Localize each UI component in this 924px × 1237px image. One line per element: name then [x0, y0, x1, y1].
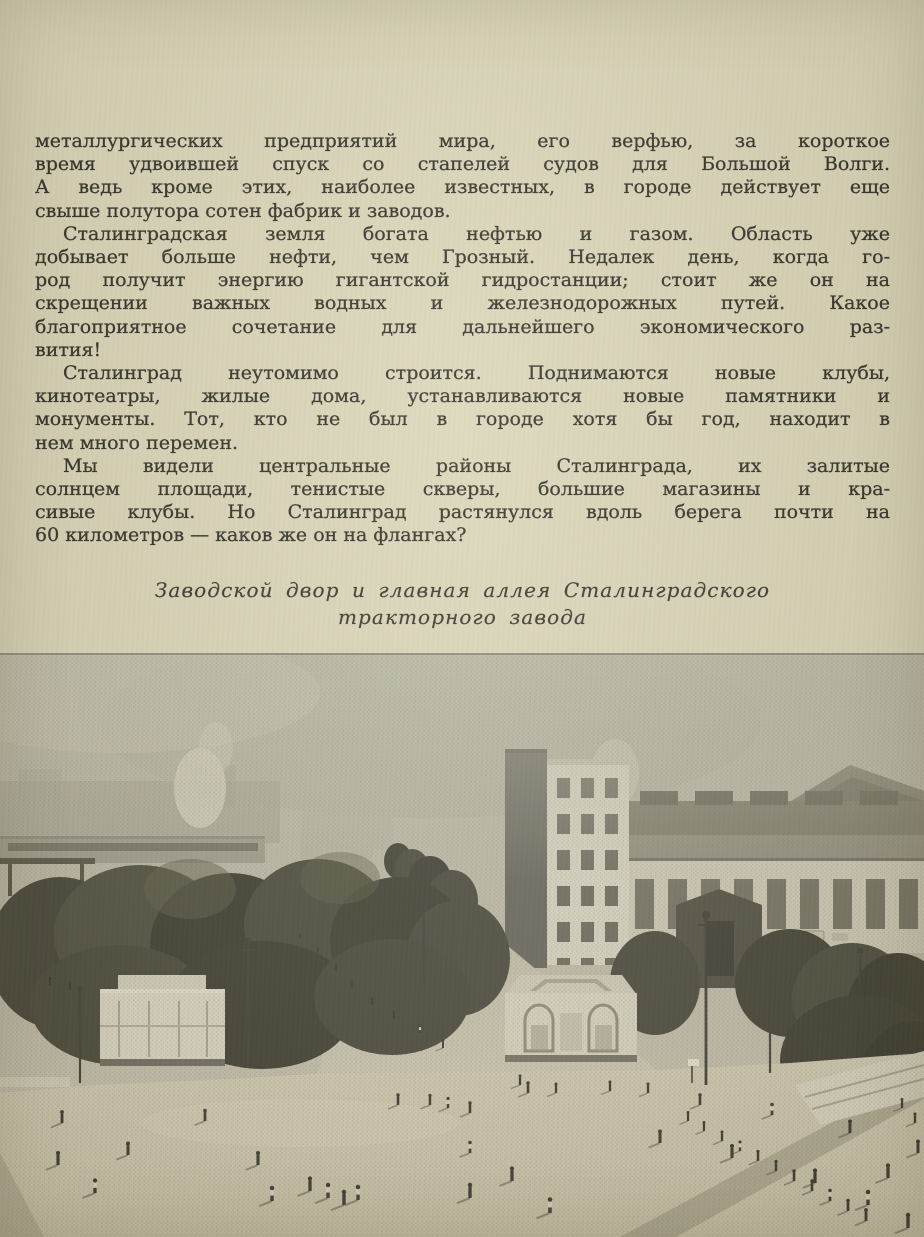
text-line: А ведь кроме этих, наиболее известных, в городе действует еще — [35, 176, 890, 199]
text-line: нем много перемен. — [35, 431, 239, 454]
text-line: сивые клубы. Но Сталинград растянулся вдоль берега почти на — [35, 501, 890, 524]
factory-yard-photo-svg — [0, 653, 924, 1237]
text-line: свыше полутора сотен фабрик и заводов. — [35, 199, 451, 222]
text-line: металлургических предприятий мира, его верфью, за короткое — [35, 130, 890, 152]
text-line: Мы видели центральные районы Сталинграда, их залитые — [63, 454, 890, 477]
text-line: 60 километров — каков же он на флангах? — [35, 524, 467, 547]
text-line: Сталинград неутомимо строится. Поднимаются новые клубы, — [63, 362, 890, 385]
text-line: благоприятное сочетание для дальнейшего экономического раз- — [35, 315, 890, 338]
text-line: род получит энергию гигантской гидростанции; стоит же он на — [35, 269, 890, 292]
caption-line: Заводской двор и главная аллея Сталинградского — [154, 578, 771, 602]
factory-yard-photo — [0, 653, 924, 1237]
text-line: солнцем площади, тенистые скверы, большие магазины и кра- — [35, 478, 890, 501]
paragraph — [35, 223, 890, 362]
photo-caption — [35, 577, 890, 631]
paragraph — [35, 130, 890, 223]
text-line: монументы. Тот, кто не был в городе хотя бы год, находит в — [35, 408, 890, 431]
text-line: время удвоившей спуск со стапелей судов для Большой Волги. — [35, 153, 890, 176]
text-line: скрещении важных водных и железнодорожных путей. Какое — [35, 292, 890, 315]
paragraph — [35, 455, 890, 548]
text-line: вития! — [35, 338, 102, 361]
text-line: Сталинградская земля богата нефтью и газом. Область уже — [63, 222, 890, 245]
caption-line: тракторного завода — [337, 605, 588, 629]
text-line: кинотеатры, жилые дома, устанавливаются новые памятники и — [35, 385, 890, 408]
body-text — [35, 130, 890, 548]
paragraph — [35, 362, 890, 455]
text-line: добывает больше нефти, чем Грозный. Недалек день, когда го- — [35, 246, 890, 269]
photo-halftone-overlay — [0, 653, 924, 1237]
